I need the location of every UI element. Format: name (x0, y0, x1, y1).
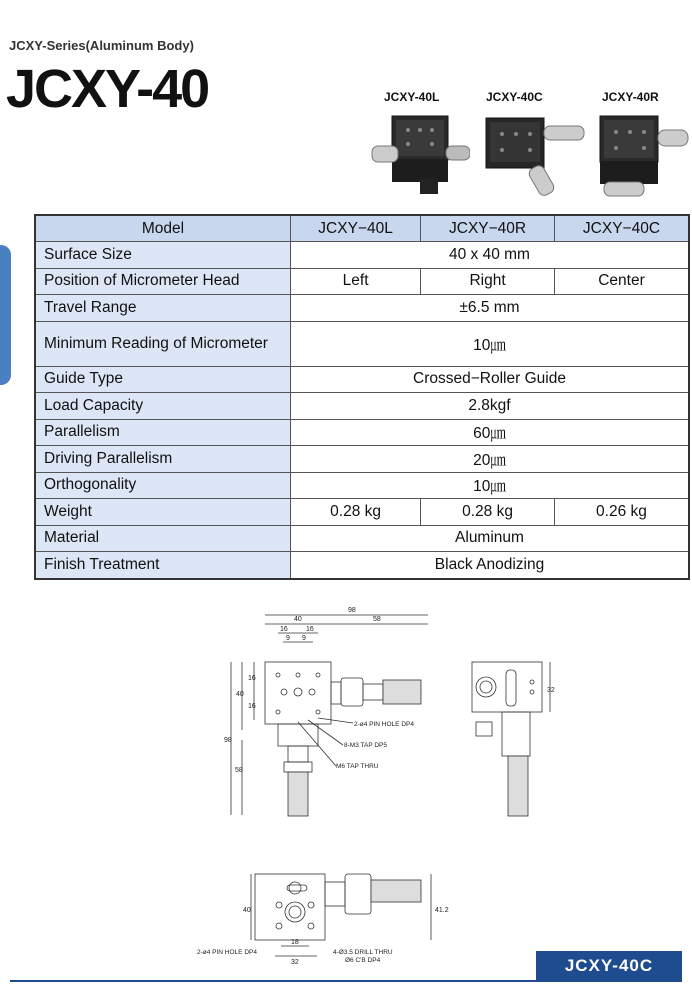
spec-header-row (35, 215, 689, 242)
header-model: Model (35, 215, 291, 242)
row-value: Left (291, 268, 421, 295)
model-badge: JCXY-40C (536, 951, 682, 981)
dim-label: 9 (286, 635, 290, 642)
dim-label: 16 (280, 626, 288, 633)
variant-label-40c: JCXY-40C (486, 90, 543, 104)
row-label: Guide Type (35, 366, 291, 393)
row-value: 0.28 kg (291, 499, 421, 526)
row-label: Driving Parallelism (35, 446, 291, 473)
product-photo-40l (370, 108, 470, 198)
callout-counterbore: Ø6 C'B DP4 (345, 957, 381, 964)
row-label: Travel Range (35, 295, 291, 322)
dim-label: 16 (248, 675, 256, 682)
table-row (35, 472, 689, 499)
header-40r: JCXY−40R (421, 215, 555, 242)
table-row (35, 366, 689, 393)
row-label: Orthogonality (35, 472, 291, 499)
row-value: Right (421, 268, 555, 295)
row-value: Aluminum (291, 525, 690, 552)
callout-tap-thru: M6 TAP THRU (336, 763, 379, 770)
table-row (35, 499, 689, 526)
table-row (35, 393, 689, 420)
row-label: Finish Treatment (35, 552, 291, 579)
header-40c: JCXY−40C (554, 215, 689, 242)
dim-label: 40 (236, 691, 244, 698)
row-label: Minimum Reading of Micrometer (35, 321, 291, 366)
table-row (35, 446, 689, 473)
callout-pin-hole: 2-ø4 PIN HOLE DP4 (354, 721, 414, 728)
table-row (35, 321, 689, 366)
row-value: ±6.5 mm (291, 295, 690, 322)
dim-label: 16 (306, 626, 314, 633)
dim-label: 9 (302, 635, 306, 642)
drawing-front-view (218, 600, 448, 825)
row-label: Weight (35, 499, 291, 526)
table-row (35, 419, 689, 446)
table-row (35, 552, 689, 579)
row-value: 10㎛ (291, 472, 690, 499)
dim-label: 58 (235, 767, 243, 774)
row-value: Center (554, 268, 689, 295)
product-photo-40c (478, 108, 588, 198)
dim-label: 32 (547, 687, 555, 694)
dim-label: 58 (373, 616, 381, 623)
drawing-top-view (195, 860, 455, 970)
variant-label-40r: JCXY-40R (602, 90, 659, 104)
row-label: Material (35, 525, 291, 552)
row-value: Crossed−Roller Guide (291, 366, 690, 393)
series-title: JCXY-Series(Aluminum Body) (9, 38, 194, 53)
table-row (35, 242, 689, 269)
table-row (35, 295, 689, 322)
row-value: Black Anodizing (291, 552, 690, 579)
row-value: 0.28 kg (421, 499, 555, 526)
row-label: Parallelism (35, 419, 291, 446)
model-title: JCXY-40 (6, 59, 209, 119)
dim-label: 98 (224, 737, 232, 744)
dim-label: 40 (243, 907, 251, 914)
callout-pin-hole: 2-ø4 PIN HOLE DP4 (197, 949, 257, 956)
row-label: Load Capacity (35, 393, 291, 420)
row-value: 2.8kgf (291, 393, 690, 420)
side-tab (0, 245, 11, 385)
dim-label: 41.2 (435, 907, 449, 914)
row-value: 60㎛ (291, 419, 690, 446)
spec-table (34, 214, 690, 580)
header-40l: JCXY−40L (291, 215, 421, 242)
row-value: 0.26 kg (554, 499, 689, 526)
dim-label: 40 (294, 616, 302, 623)
row-value: 40 x 40 mm (291, 242, 690, 269)
callout-tap: 8-M3 TAP DP5 (344, 742, 387, 749)
dim-label: 98 (348, 607, 356, 614)
drawing-side-view (462, 652, 562, 822)
variant-label-40l: JCXY-40L (384, 90, 440, 104)
table-row (35, 268, 689, 295)
bottom-rule (10, 980, 682, 982)
dim-label: 32 (291, 959, 299, 966)
row-value: 10㎛ (291, 321, 690, 366)
row-label: Surface Size (35, 242, 291, 269)
row-value: 20㎛ (291, 446, 690, 473)
dim-label: 16 (248, 703, 256, 710)
callout-drill: 4-Ø3.5 DRILL THRU (333, 949, 393, 956)
dim-label: 18 (291, 939, 299, 946)
table-row (35, 525, 689, 552)
row-label: Position of Micrometer Head (35, 268, 291, 295)
product-photo-40r (594, 108, 692, 208)
